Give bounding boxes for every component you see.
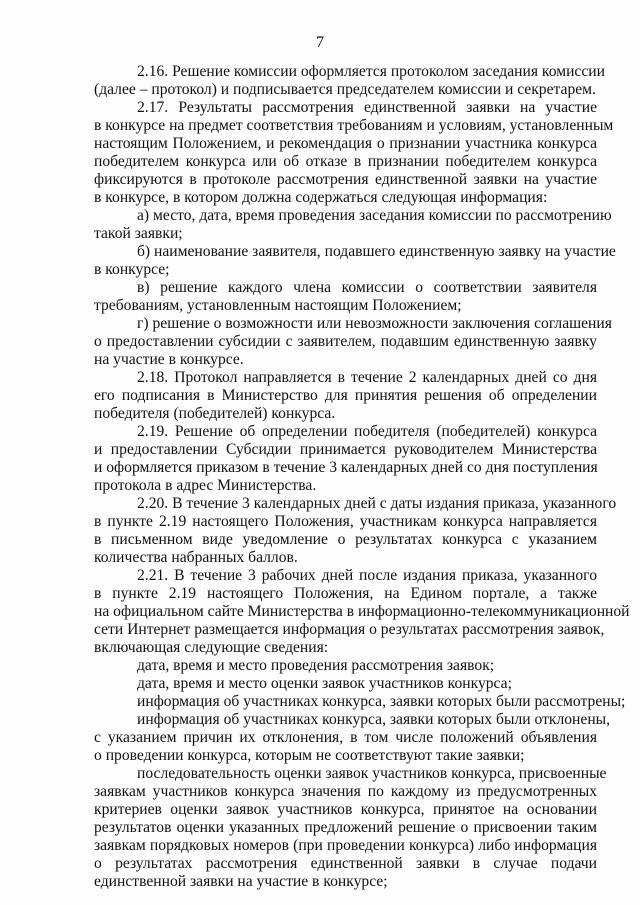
text-line: и оформляется приказом в течение 3 календарных дней со дня поступления [94, 459, 598, 476]
text-line: на официальном сайте Министерства в информационно-телекоммуникационной [94, 603, 630, 620]
text-line: фиксируются в протоколе рассмотрения единственной заявки на участие [94, 171, 597, 188]
text-line: 2.18. Протокол направляется в течение 2 календарных дней со дня [137, 369, 597, 386]
text-line: 2.17. Результаты рассмотрения единственной заявки на участие [137, 99, 597, 116]
text-line: информация об участниках конкурса, заявки которых были рассмотрены; [137, 693, 626, 710]
text-line: (далее – протокол) и подписывается председателем комиссии и секретарем. [94, 81, 596, 98]
text-line: дата, время и место проведения рассмотрения заявок; [137, 657, 495, 674]
text-line: в пункте 2.19 настоящего Положения, участникам конкурса направляется [94, 513, 597, 530]
text-line: дата, время и место оценки заявок участников конкурса; [137, 675, 512, 692]
text-line: критериев оценки заявок участников конкурса, принятое на основании [94, 801, 597, 818]
text-line: о проведении конкурса, которым не соответствуют такие заявки; [94, 747, 525, 764]
text-line: сети Интернет размещается информация о результатах рассмотрения заявок, [94, 621, 605, 638]
text-line: его подписания в Министерство для принятия решения об определении [94, 387, 597, 404]
text-line: б) наименование заявителя, подавшего единственную заявку на участие [137, 243, 616, 260]
document-body [94, 63, 630, 891]
text-line: с указанием причин их отклонения, в том числе положений объявления [94, 729, 597, 746]
text-line: 2.19. Решение об определении победителя (победителей) конкурса [137, 423, 597, 440]
text-line: и предоставлении Субсидии принимается руководителем Министерства [94, 441, 597, 458]
text-line: г) решение о возможности или невозможности заключения соглашения [137, 315, 612, 332]
text-line: победителя (победителей) конкурса. [94, 405, 336, 422]
text-line: о результатах рассмотрения единственной заявки в случае подачи [94, 855, 597, 872]
text-line: в) решение каждого члена комиссии о соответствии заявителя [137, 279, 597, 296]
text-line: настоящим Положением, и рекомендация о признании участника конкурса [94, 135, 597, 152]
text-line: результатов оценки указанных предложений решение о присвоении таким [94, 819, 597, 836]
text-line: единственной заявки на участие в конкурсе; [94, 873, 388, 890]
text-line: на участие в конкурсе. [94, 351, 244, 368]
text-line: в пункте 2.19 настоящего Положения, на Едином портале, а также [94, 585, 597, 602]
text-line: в конкурсе, в котором должна содержаться следующая информация: [94, 189, 548, 206]
text-line: а) место, дата, время проведения заседания комиссии по рассмотрению [137, 207, 612, 224]
page-number: 7 [316, 34, 324, 51]
text-line: в письменном виде уведомление о результатах конкурса с указанием [94, 531, 597, 548]
text-line: включающая следующие сведения: [94, 639, 329, 656]
text-line: 2.16. Решение комиссии оформляется протоколом заседания комиссии [137, 63, 605, 80]
text-line: в конкурсе на предмет соответствия требованиям и условиям, установленным [94, 117, 614, 134]
text-line: последовательность оценки заявок участников конкурса, присвоенные [137, 765, 607, 782]
text-line: заявкам порядковых номеров (при проведении конкурса) либо информация [94, 837, 597, 854]
text-line: заявкам участников конкурса значения по каждому из предусмотренных [94, 783, 597, 800]
text-line: протокола в адрес Министерства. [94, 477, 317, 494]
text-line: информация об участниках конкурса, заявки которых были отклонены, [137, 711, 611, 728]
text-line: в конкурсе; [94, 261, 170, 278]
text-line: требованиям, установленным настоящим Положением; [94, 297, 462, 314]
text-line: такой заявки; [94, 225, 183, 242]
text-line: о предоставлении субсидии с заявителем, подавшим единственную заявку [94, 333, 597, 350]
text-line: победителем конкурса или об отказе в признании победителем конкурса [94, 153, 597, 170]
text-line: 2.20. В течение 3 календарных дней с даты издания приказа, указанного [137, 495, 617, 512]
text-line: количества набранных баллов. [94, 549, 298, 566]
text-line: 2.21. В течение 3 рабочих дней после издания приказа, указанного [137, 567, 597, 584]
